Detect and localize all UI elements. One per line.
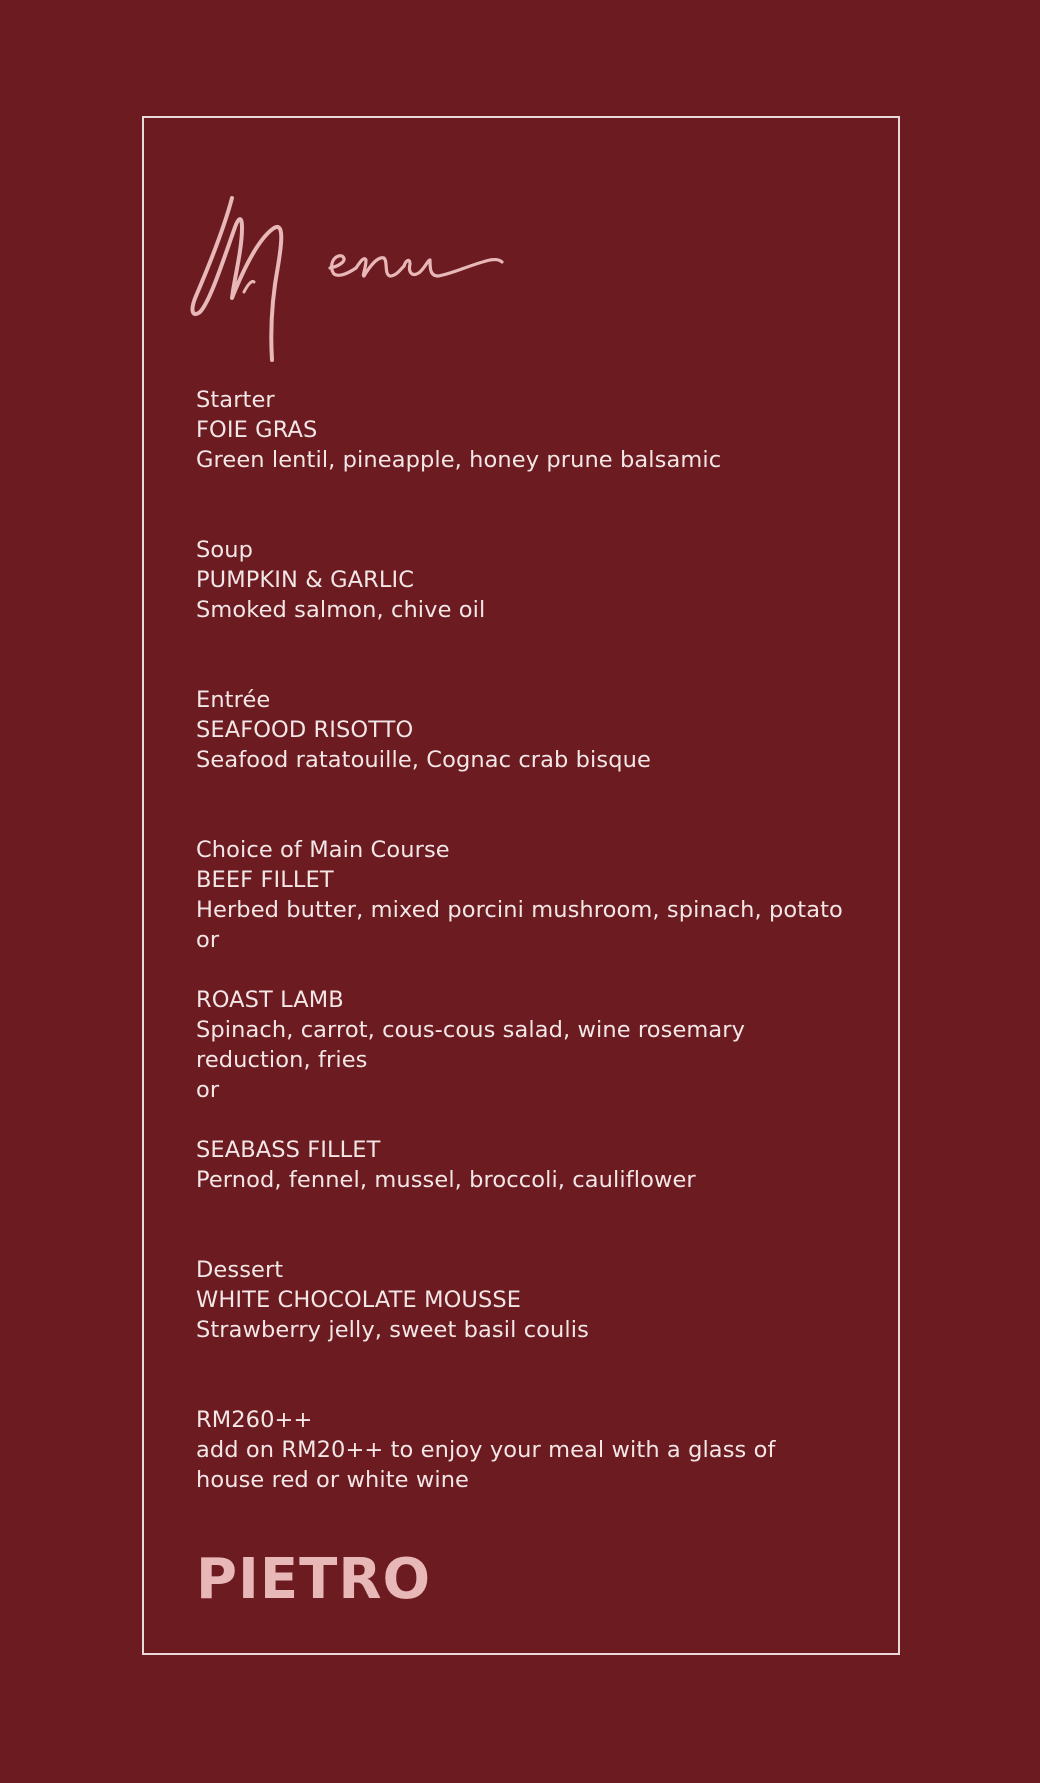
section-entree	[196, 685, 856, 775]
section-main-course	[196, 835, 856, 1195]
wine-addon-line1: add on RM20++ to enjoy your meal with a glass of	[196, 1437, 776, 1463]
dish-description-soup: Smoked salmon, chive oil	[196, 597, 486, 623]
option-spacer	[196, 1105, 856, 1135]
dish-name-beef-fillet: BEEF FILLET	[196, 867, 334, 893]
dish-description-seabass-fillet: Pernod, fennel, mussel, broccoli, cauliflower	[196, 1167, 696, 1193]
dish-name-seabass-fillet: SEABASS FILLET	[196, 1137, 381, 1163]
or-separator: or	[196, 927, 220, 953]
section-spacer	[196, 1195, 856, 1255]
section-soup	[196, 535, 856, 625]
section-starter	[196, 385, 856, 475]
menu-content	[196, 385, 856, 1495]
menu-script-title	[190, 188, 520, 388]
dish-description-entree: Seafood ratatouille, Cognac crab bisque	[196, 747, 651, 773]
wine-addon-line2: house red or white wine	[196, 1467, 469, 1493]
dish-name-roast-lamb: ROAST LAMB	[196, 987, 344, 1013]
dish-name-pumpkin-garlic: PUMPKIN & GARLIC	[196, 567, 415, 593]
section-spacer	[196, 775, 856, 835]
option-spacer	[196, 955, 856, 985]
section-spacer	[196, 475, 856, 535]
section-dessert	[196, 1255, 856, 1345]
course-heading-dessert: Dessert	[196, 1257, 284, 1283]
course-heading-starter: Starter	[196, 387, 275, 413]
price-label: RM260++	[196, 1407, 313, 1433]
section-spacer	[196, 625, 856, 685]
or-separator: or	[196, 1077, 220, 1103]
section-spacer	[196, 1345, 856, 1405]
brand-logo-pietro: PIETRO	[196, 1547, 432, 1612]
course-heading-soup: Soup	[196, 537, 253, 563]
dish-name-white-chocolate-mousse: WHITE CHOCOLATE MOUSSE	[196, 1287, 522, 1313]
course-heading-entree: Entrée	[196, 687, 271, 713]
course-heading-main: Choice of Main Course	[196, 837, 450, 863]
dish-name-seafood-risotto: SEAFOOD RISOTTO	[196, 717, 414, 743]
dish-description-roast-lamb-line1: Spinach, carrot, cous-cous salad, wine rosemary	[196, 1017, 746, 1043]
dish-description-dessert: Strawberry jelly, sweet basil coulis	[196, 1317, 589, 1343]
section-pricing	[196, 1405, 856, 1495]
dish-name-foie-gras: FOIE GRAS	[196, 417, 318, 443]
dish-description-roast-lamb-line2: reduction, fries	[196, 1047, 368, 1073]
dish-description-beef-fillet: Herbed butter, mixed porcini mushroom, spinach, potato	[196, 897, 843, 923]
dish-description-starter: Green lentil, pineapple, honey prune balsamic	[196, 447, 722, 473]
